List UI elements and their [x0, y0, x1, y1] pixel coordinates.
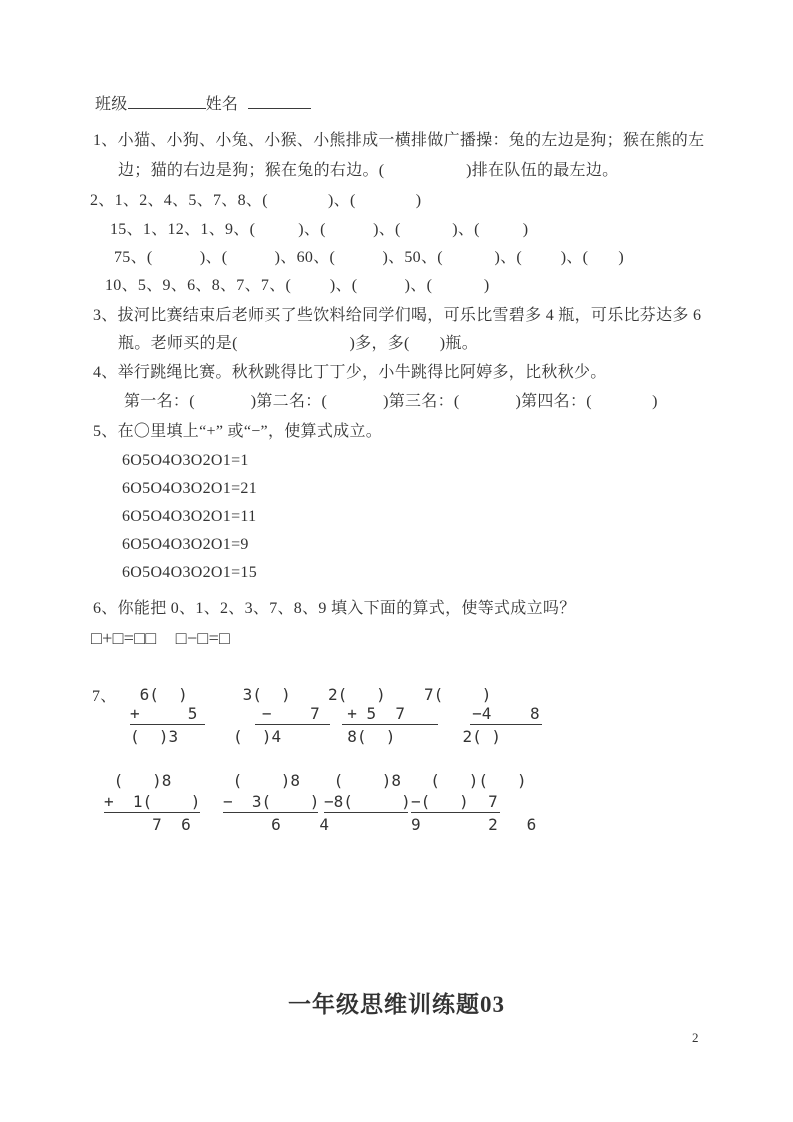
- q7-problem8-rule: [411, 812, 500, 813]
- page-number: 2: [692, 1030, 699, 1045]
- q7-problem8-result: 9 2 6: [411, 815, 537, 834]
- q5-equation-2: 6O5O4O3O2O1=21: [122, 480, 257, 497]
- q7-problem6-operator-row: − 3( ): [223, 792, 320, 811]
- q1-line2: 边；猫的右边是狗；猴在兔的右边。( )排在队伍的最左边。: [118, 162, 619, 179]
- q7-problem6-top: ( )8: [223, 771, 301, 790]
- q7-problem1-top: 6( ): [130, 685, 188, 704]
- class-blank: [128, 92, 206, 109]
- q7-problem4-result: 2( ): [424, 727, 502, 746]
- q7-problem8-operator-row: −( ) 7: [411, 792, 498, 811]
- q5-equation-4: 6O5O4O3O2O1=9: [122, 536, 249, 553]
- q7-problem7-rule: [324, 812, 408, 813]
- q7-problem2-operator-row: − 7: [233, 704, 320, 723]
- q1-line1: 1、小猫、小狗、小兔、小猴、小熊排成一横排做广播操：兔的左边是狗；猴在熊的左: [93, 132, 705, 149]
- q7-problem5-operator-row: + 1( ): [104, 792, 201, 811]
- q7-problem1-result: ( )3: [130, 727, 179, 746]
- q6-equations: □+□=□□ □−□=□: [91, 628, 231, 648]
- q7-problem4-rule: [470, 724, 542, 725]
- q3-line1: 3、拔河比赛结束后老师买了些饮料给同学们喝，可乐比雪碧多 4 瓶，可乐比芬达多 6: [93, 307, 702, 324]
- q7-problem2-result: ( )4: [233, 727, 282, 746]
- name-label: 姓名: [205, 96, 239, 113]
- q2-line1: 2、1、2、4、5、7、8、( )、( ): [90, 192, 422, 209]
- header-line: [95, 92, 311, 115]
- q7-problem3-rule: [342, 724, 438, 725]
- q7-problem6-result: 6 4: [223, 815, 329, 834]
- q7-problem5-top: ( )8: [104, 771, 172, 790]
- q4-line1: 4、举行跳绳比赛。秋秋跳得比丁丁少，小牛跳得比阿婷多，比秋秋少。: [93, 364, 607, 381]
- q7-problem2-top: 3( ): [233, 685, 291, 704]
- q7-problem5-result: 7 6: [104, 815, 191, 834]
- q7-problem5-rule: [104, 812, 200, 813]
- q6-line1: 6、你能把 0、1、2、3、7、8、9 填入下面的算式，使等式成立吗？: [93, 600, 576, 617]
- q7-problem3-top: 2( ): [328, 685, 386, 704]
- q7-problem6-rule: [223, 812, 318, 813]
- q7-problem1-rule: [130, 724, 205, 725]
- name-blank: [248, 92, 311, 109]
- q7-problem4-operator-row: −4 8: [424, 704, 540, 723]
- class-label: 班级: [95, 96, 128, 113]
- q7-problem3-result: 8( ): [328, 727, 396, 746]
- q2-line3: 75、( )、( )、60、( )、50、( )、( )、( ): [114, 249, 625, 266]
- q7-problem8-top: ( )( ): [411, 771, 527, 790]
- q7-problem4-top: 7( ): [424, 685, 492, 704]
- q7-problem2-rule: [255, 724, 330, 725]
- q5-equation-3: 6O5O4O3O2O1=11: [122, 508, 257, 525]
- footer-title: 一年级思维训练题03: [288, 992, 505, 1017]
- q5-title: 5、在〇里填上“+” 或“−”，使算式成立。: [93, 423, 383, 440]
- q7-problem7-top: ( )8: [324, 771, 402, 790]
- q7-problem7-operator-row: −8( ): [324, 792, 411, 811]
- q5-equation-5: 6O5O4O3O2O1=15: [122, 564, 257, 581]
- q2-line2: 15、1、12、1、9、( )、( )、( )、( ): [110, 221, 529, 238]
- q7-label: 7、: [92, 688, 117, 705]
- q2-line4: 10、5、9、6、8、7、7、( )、( )、( ): [105, 277, 490, 294]
- q7-problem3-operator-row: + 5 7: [328, 704, 406, 723]
- q4-line2: 第一名：( )第二名：( )第三名：( )第四名：( ): [124, 393, 658, 410]
- q5-equation-1: 6O5O4O3O2O1=1: [122, 452, 249, 469]
- q3-line2: 瓶。老师买的是( )多，多( )瓶。: [118, 335, 479, 352]
- q7-problem1-operator-row: + 5: [130, 704, 198, 723]
